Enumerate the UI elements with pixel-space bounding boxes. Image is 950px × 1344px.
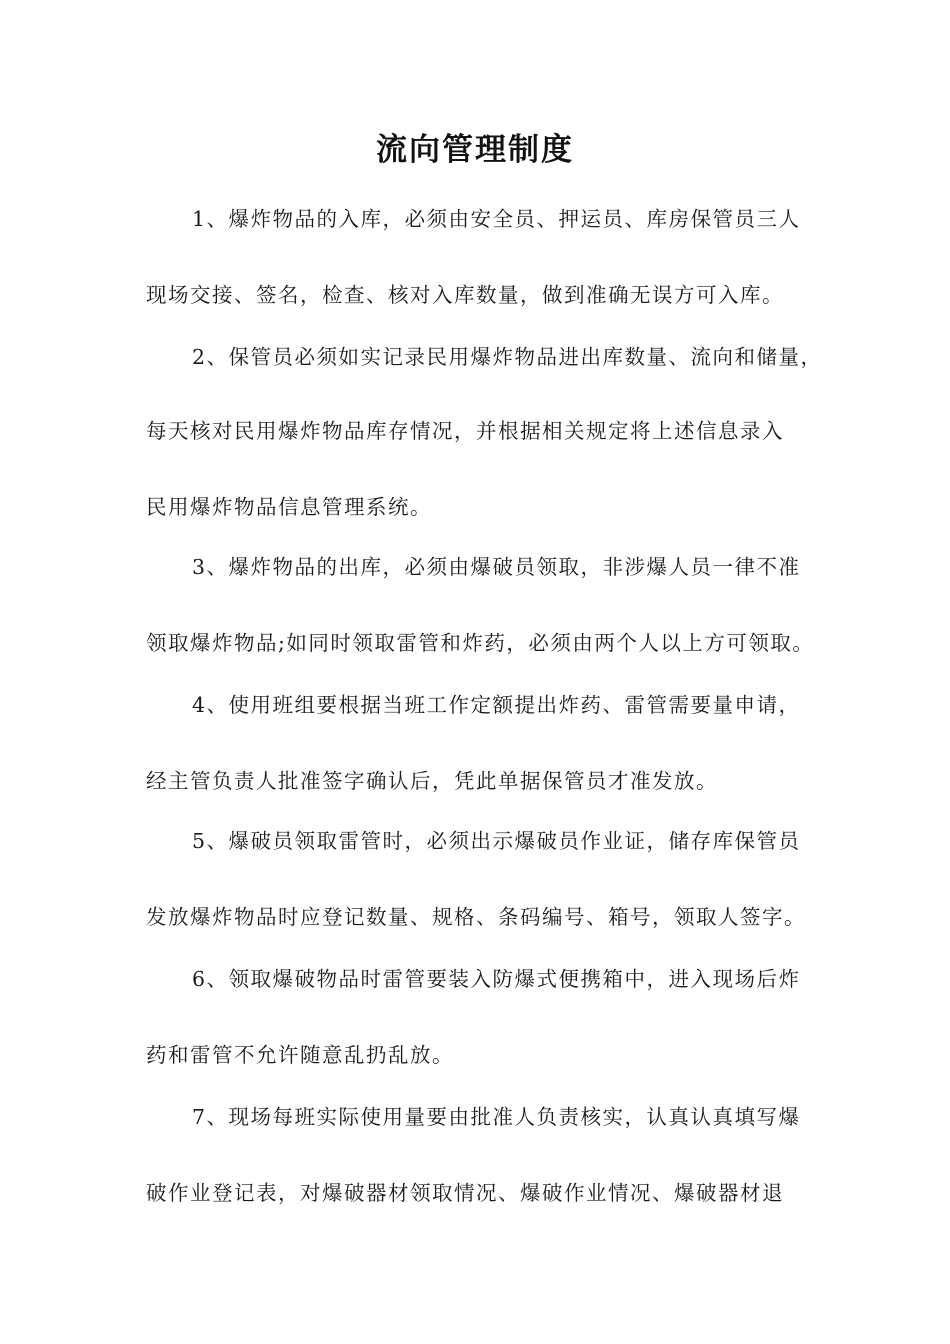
paragraph-1-line-1: 1、爆炸物品的入库，必须由安全员、押运员、库房保管员三人 bbox=[192, 207, 801, 231]
paragraph-7-line-2: 破作业登记表，对爆破器材领取情况、爆破作业情况、爆破器材退 bbox=[146, 1181, 784, 1205]
paragraph-2-line-2: 每天核对民用爆炸物品库存情况，并根据相关规定将上述信息录入 bbox=[146, 419, 784, 443]
paragraph-4-line-2: 经主管负责人批准签字确认后，凭此单据保管员才准发放。 bbox=[146, 769, 718, 793]
paragraph-6-line-1: 6、领取爆破物品时雷管要装入防爆式便携箱中，进入现场后炸 bbox=[192, 967, 801, 991]
paragraph-3-line-2: 领取爆炸物品;如同时领取雷管和炸药，必须由两个人以上方可领取。 bbox=[146, 631, 815, 655]
document-title: 流向管理制度 bbox=[376, 132, 574, 168]
paragraph-6-line-2: 药和雷管不允许随意乱扔乱放。 bbox=[146, 1043, 454, 1067]
paragraph-3-line-1: 3、爆炸物品的出库，必须由爆破员领取，非涉爆人员一律不准 bbox=[192, 555, 801, 579]
paragraph-7-line-1: 7、现场每班实际使用量要由批准人负责核实，认真认真填写爆 bbox=[192, 1105, 801, 1129]
paragraph-5-line-2: 发放爆炸物品时应登记数量、规格、条码编号、箱号，领取人签字。 bbox=[146, 905, 806, 929]
paragraph-1-line-2: 现场交接、签名，检查、核对入库数量，做到准确无误方可入库。 bbox=[146, 283, 784, 307]
paragraph-2-line-3: 民用爆炸物品信息管理系统。 bbox=[146, 495, 432, 519]
paragraph-2-line-1: 2、保管员必须如实记录民用爆炸物品进出库数量、流向和储量， bbox=[192, 345, 823, 369]
paragraph-5-line-1: 5、爆破员领取雷管时，必须出示爆破员作业证，储存库保管员 bbox=[192, 829, 801, 853]
paragraph-4-line-1: 4、使用班组要根据当班工作定额提出炸药、雷管需要量申请， bbox=[192, 693, 801, 717]
